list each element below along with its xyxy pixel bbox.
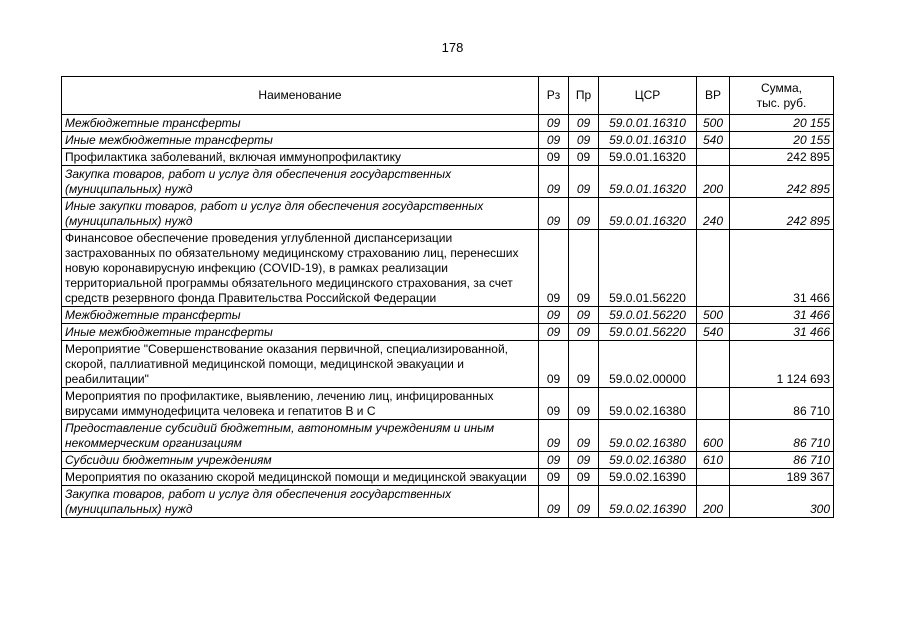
row-sum: 31 466 (730, 230, 834, 307)
row-csr: 59.0.01.56220 (599, 324, 697, 341)
row-vr (697, 149, 730, 166)
row-sum: 31 466 (730, 324, 834, 341)
table-row (62, 230, 834, 307)
row-csr: 59.0.02.16380 (599, 452, 697, 469)
header-sum (730, 77, 834, 115)
row-vr: 540 (697, 132, 730, 149)
row-sum: 242 895 (730, 198, 834, 230)
row-csr: 59.0.02.00000 (599, 341, 697, 388)
row-pr: 09 (569, 132, 599, 149)
table-row (62, 324, 834, 341)
row-sum: 242 895 (730, 166, 834, 198)
page-number: 178 (441, 40, 464, 55)
row-name: Иные межбюджетные трансферты (62, 132, 539, 149)
row-vr: 200 (697, 486, 730, 518)
table-row (62, 341, 834, 388)
row-pr: 09 (569, 324, 599, 341)
row-pr: 09 (569, 230, 599, 307)
row-name: Межбюджетные трансферты (62, 115, 539, 132)
row-sum: 242 895 (730, 149, 834, 166)
row-sum: 20 155 (730, 132, 834, 149)
row-vr: 240 (697, 198, 730, 230)
row-csr: 59.0.01.16320 (599, 198, 697, 230)
row-rz: 09 (539, 198, 569, 230)
row-rz: 09 (539, 307, 569, 324)
row-sum: 1 124 693 (730, 341, 834, 388)
row-pr: 09 (569, 341, 599, 388)
header-sum-line2: тыс. руб. (756, 95, 807, 110)
header-csr: ЦСР (599, 77, 697, 115)
header-name: Наименование (62, 77, 539, 115)
row-csr: 59.0.01.56220 (599, 230, 697, 307)
row-rz: 09 (539, 388, 569, 420)
row-sum: 189 367 (730, 469, 834, 486)
row-rz: 09 (539, 486, 569, 518)
row-csr: 59.0.02.16380 (599, 420, 697, 452)
row-pr: 09 (569, 198, 599, 230)
row-pr: 09 (569, 452, 599, 469)
row-name: Предоставление субсидий бюджетным, автономным учреждениям и иным некоммерческим организациям (62, 420, 539, 452)
row-name: Мероприятия по профилактике, выявлению, лечению лиц, инфицированных вирусами иммунодефицита человека и гепатитов В и С (62, 388, 539, 420)
table-row (62, 469, 834, 486)
table-row (62, 132, 834, 149)
row-csr: 59.0.02.16390 (599, 486, 697, 518)
table-row (62, 486, 834, 518)
table-row (62, 420, 834, 452)
row-rz: 09 (539, 452, 569, 469)
row-name: Профилактика заболеваний, включая иммунопрофилактику (62, 149, 539, 166)
row-sum: 20 155 (730, 115, 834, 132)
row-pr: 09 (569, 115, 599, 132)
row-vr: 500 (697, 307, 730, 324)
row-rz: 09 (539, 115, 569, 132)
row-csr: 59.0.01.16310 (599, 132, 697, 149)
row-sum: 300 (730, 486, 834, 518)
row-name: Субсидии бюджетным учреждениям (62, 452, 539, 469)
table-row (62, 307, 834, 324)
table-row (62, 166, 834, 198)
row-pr: 09 (569, 486, 599, 518)
header-vr: ВР (697, 77, 730, 115)
row-name: Финансовое обеспечение проведения углубленной диспансеризации застрахованных по обязательному медицинскому страхованию лиц, перенесших новую коронавирусную инфекцию (COVID-19), в рамках реализации территориальной программы обязательного медицинского страхования, за счет средств резервного фонда Правительства Российской Федерации (62, 230, 539, 307)
row-vr: 540 (697, 324, 730, 341)
row-rz: 09 (539, 149, 569, 166)
row-pr: 09 (569, 388, 599, 420)
row-name: Мероприятия по оказанию скорой медицинской помощи и медицинской эвакуации (62, 469, 539, 486)
row-vr (697, 469, 730, 486)
row-vr (697, 388, 730, 420)
row-pr: 09 (569, 469, 599, 486)
row-name: Межбюджетные трансферты (62, 307, 539, 324)
row-vr (697, 341, 730, 388)
row-pr: 09 (569, 166, 599, 198)
row-vr: 610 (697, 452, 730, 469)
row-pr: 09 (569, 307, 599, 324)
row-csr: 59.0.02.16380 (599, 388, 697, 420)
row-sum: 31 466 (730, 307, 834, 324)
row-rz: 09 (539, 341, 569, 388)
row-csr: 59.0.01.56220 (599, 307, 697, 324)
row-sum: 86 710 (730, 420, 834, 452)
row-vr: 600 (697, 420, 730, 452)
table-row (62, 115, 834, 132)
row-pr: 09 (569, 149, 599, 166)
table-row (62, 388, 834, 420)
row-rz: 09 (539, 230, 569, 307)
table-row (62, 198, 834, 230)
header-pr: Пр (569, 77, 599, 115)
header-sum-line1: Сумма, (760, 80, 803, 95)
row-name: Закупка товаров, работ и услуг для обеспечения государственных (муниципальных) нужд (62, 166, 539, 198)
row-vr: 500 (697, 115, 730, 132)
row-rz: 09 (539, 469, 569, 486)
table-row (62, 452, 834, 469)
row-pr: 09 (569, 420, 599, 452)
row-csr: 59.0.01.16310 (599, 115, 697, 132)
row-name: Закупка товаров, работ и услуг для обеспечения государственных (муниципальных) нужд (62, 486, 539, 518)
row-sum: 86 710 (730, 452, 834, 469)
table-header-row (62, 77, 834, 115)
row-name: Мероприятие "Совершенствование оказания первичной, специализированной, скорой, паллиативной медицинской помощи, медицинской эвакуации и реабилитации" (62, 341, 539, 388)
row-vr: 200 (697, 166, 730, 198)
row-rz: 09 (539, 420, 569, 452)
row-csr: 59.0.02.16390 (599, 469, 697, 486)
row-sum: 86 710 (730, 388, 834, 420)
row-csr: 59.0.01.16320 (599, 166, 697, 198)
table-row (62, 149, 834, 166)
header-rz: Рз (539, 77, 569, 115)
row-rz: 09 (539, 166, 569, 198)
row-name: Иные закупки товаров, работ и услуг для обеспечения государственных (муниципальных) нужд (62, 198, 539, 230)
row-rz: 09 (539, 324, 569, 341)
row-rz: 09 (539, 132, 569, 149)
budget-table (61, 76, 834, 518)
row-csr: 59.0.01.16320 (599, 149, 697, 166)
row-name: Иные межбюджетные трансферты (62, 324, 539, 341)
row-vr (697, 230, 730, 307)
